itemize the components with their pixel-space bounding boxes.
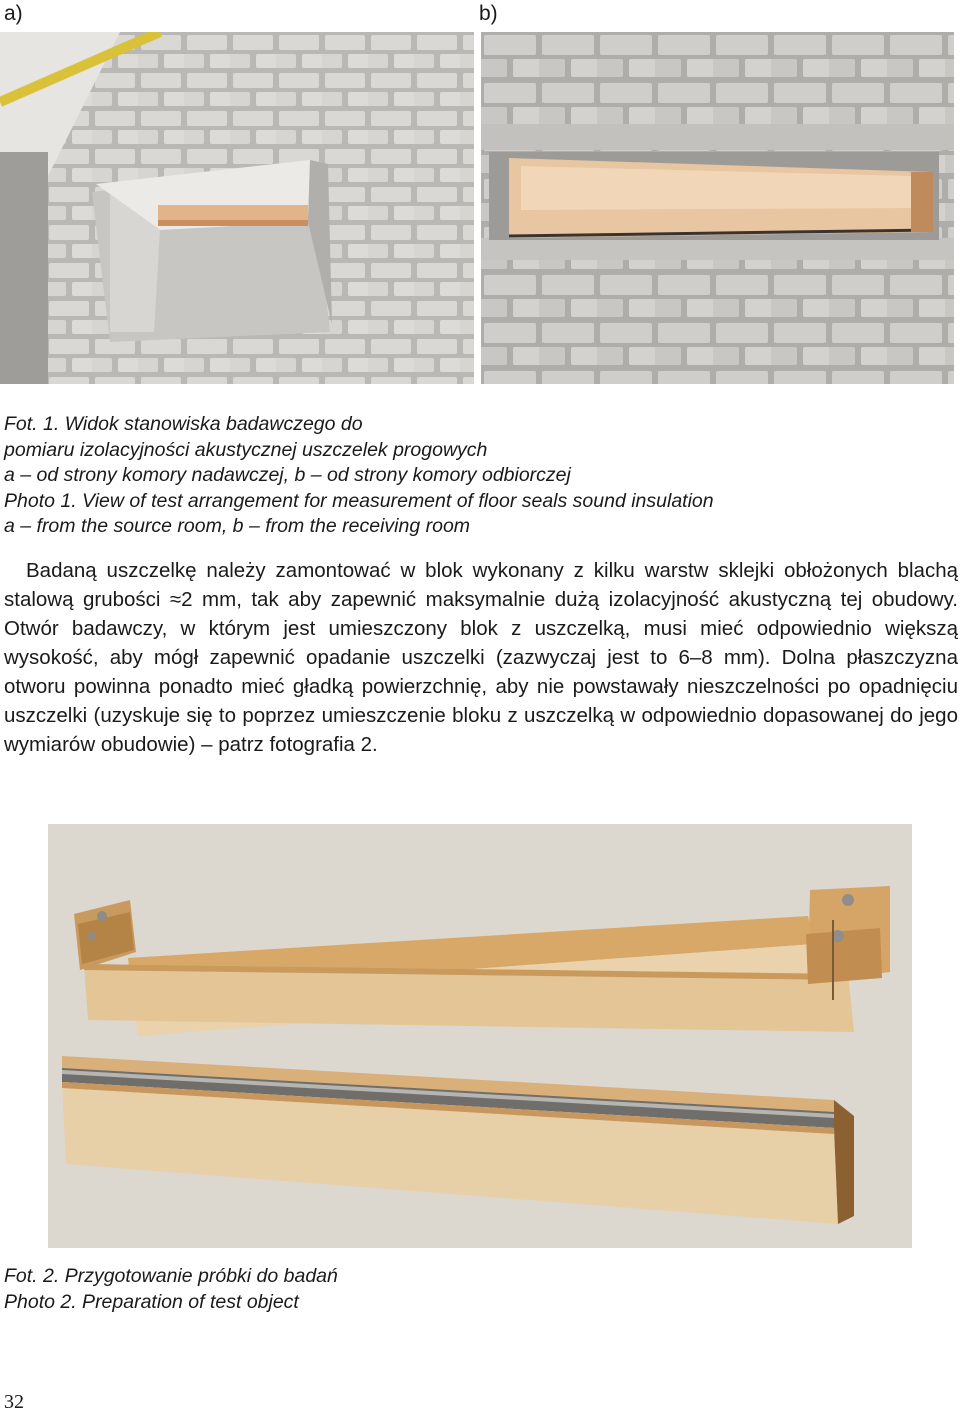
body-paragraph: Badaną uszczelkę należy zamontować w blok wykonany z kilku warstw sklejki obłożonych blachą stalową grubości ≈2 mm, tak aby zapewnić maksymalnie dużą izolacyjność akustyczną tej obudowy. Otwór badawczy, w którym jest umieszczony blok z uszczelką, musi mieć odpowiednio większą wysokość, aby mógł zapewnić opadanie uszczelki (zazwyczaj jest to 6–8 mm). Dolna płaszczyzna otworu powinna ponadto mieć gładką powierzchnię, aby nie powstawały nieszczelności po opadnięciu uszczelki (uzyskuje się to poprzez umieszczenie bloku z uszczelką w odpowiednio dopasowanej do jego wymiarów obudowie) – patrz fotografia 2. <box>4 559 958 756</box>
caption-en-line-2: a – from the source room, b – from the receiving room <box>4 515 471 537</box>
caption-pl: Fot. 2. Przygotowanie próbki do badań <box>4 1265 338 1287</box>
caption-en-line-1: Photo 1. View of test arrangement for measurement of floor seals sound insulation <box>4 489 714 512</box>
caption-en: Photo 2. Preparation of test object <box>4 1290 299 1313</box>
photo-1-caption <box>4 412 714 540</box>
caption-pl-line-3: a – od strony komory nadawczej, b – od strony komory odbiorczej <box>4 464 571 486</box>
photo-1a-label: a) <box>4 2 23 25</box>
caption-pl-line-1: Fot. 1. Widok stanowiska badawczego do <box>4 413 363 435</box>
photo-1a-source-room <box>0 32 474 384</box>
photo-2-caption <box>4 1264 338 1315</box>
photo-2-test-object <box>48 824 912 1248</box>
photo-1b-label: b) <box>479 2 498 25</box>
caption-pl-line-2: pomiaru izolacyjności akustycznej uszczelek progowych <box>4 438 488 461</box>
body-text <box>4 556 958 759</box>
photo-1b-receiving-room <box>481 32 954 384</box>
page-number: 32 <box>4 1391 24 1413</box>
